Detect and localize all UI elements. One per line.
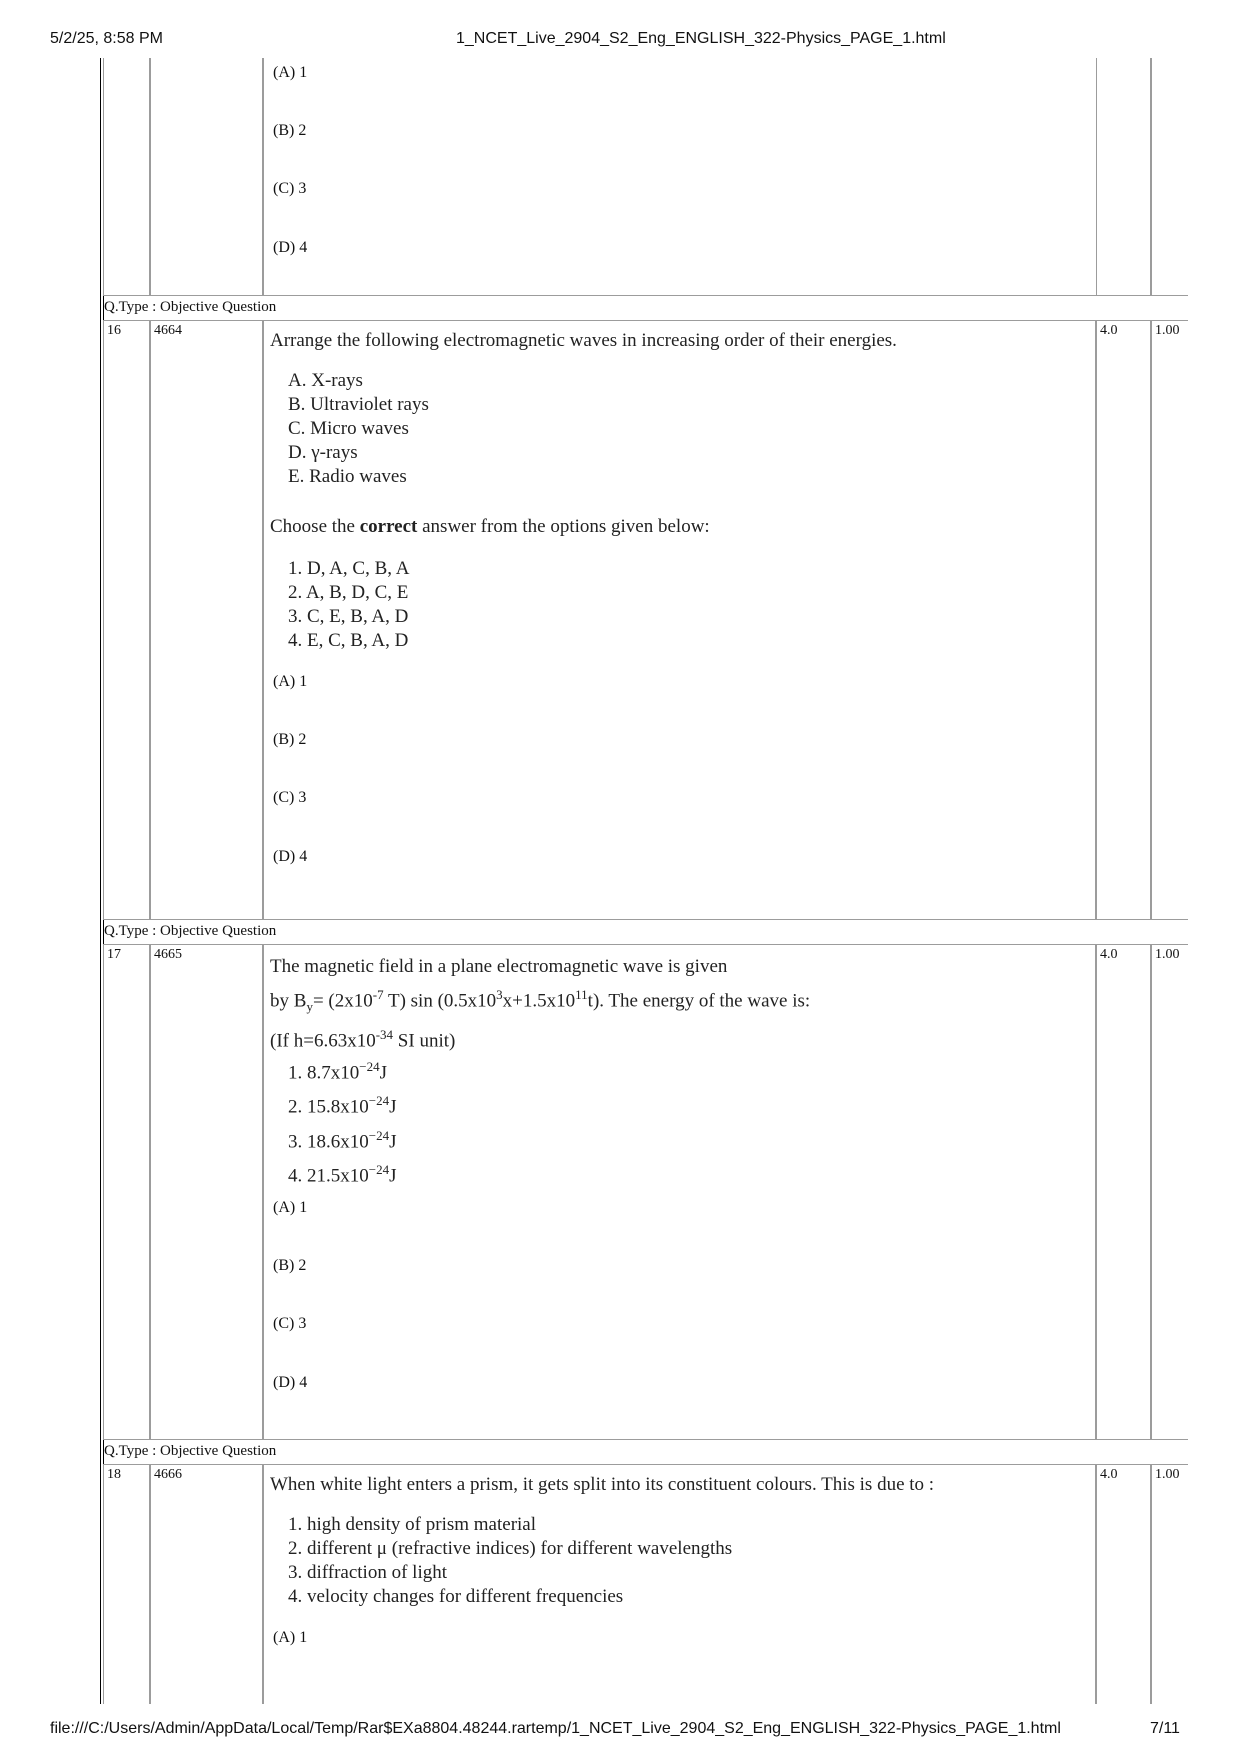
answer-part: 2. 15.8x10 xyxy=(288,1096,369,1118)
stem-part: t). The energy of the wave is: xyxy=(587,990,811,1012)
marks-value: 4.0 xyxy=(1100,323,1118,338)
answer-part: 1. 8.7x10 xyxy=(288,1062,360,1084)
list-item: A. X-rays xyxy=(288,370,363,391)
list-item: C. Micro waves xyxy=(288,418,409,439)
list-item: 4. E, C, B, A, D xyxy=(288,630,409,651)
option-b: (B) 2 xyxy=(273,122,307,139)
marks-value: 4.0 xyxy=(1100,947,1118,962)
cell-negative xyxy=(1151,944,1188,1440)
list-item: 1. high density of prism material xyxy=(288,1514,537,1535)
question-row-16 xyxy=(100,320,1188,920)
option-a: (A) 1 xyxy=(273,1199,308,1216)
question-row-17 xyxy=(100,944,1188,1440)
option-d: (D) 4 xyxy=(273,1374,308,1391)
negative-marks-value: 1.00 xyxy=(1155,323,1180,338)
cell-number xyxy=(103,944,150,1440)
answer-part: 4. 21.5x10 xyxy=(288,1165,369,1187)
cell-id xyxy=(150,944,263,1440)
cell-id xyxy=(150,58,263,296)
item-list xyxy=(288,369,429,489)
answer-list xyxy=(288,1513,732,1609)
list-item: E. Radio waves xyxy=(288,466,407,487)
answer-list xyxy=(288,1053,397,1190)
question-number: 18 xyxy=(107,1467,121,1482)
list-item xyxy=(288,1053,397,1087)
cell-number xyxy=(103,58,150,296)
cell-question xyxy=(263,944,1096,1440)
cell-question xyxy=(263,58,1188,296)
cell-id xyxy=(150,1464,263,1704)
list-item: B. Ultraviolet rays xyxy=(288,394,429,415)
list-item: D. γ-rays xyxy=(288,442,358,463)
list-item: 1. D, A, C, B, A xyxy=(288,558,410,579)
cell-id xyxy=(150,320,263,920)
stem-part: = (2x10 xyxy=(312,990,373,1012)
cell-marks xyxy=(1096,320,1151,920)
option-b: (B) 2 xyxy=(273,1257,307,1274)
question-number: 17 xyxy=(107,947,121,962)
print-file-path: file:///C:/Users/Admin/AppData/Local/Temp/Rar$EXa8804.48244.rartemp/1_NCET_Live_2904_S2_Eng_ENGLISH_322-Physics_PAGE_1.html xyxy=(50,1720,1061,1737)
marks-value: 4.0 xyxy=(1100,1467,1118,1482)
stem-line: The magnetic field in a plane electromagnetic wave is given xyxy=(270,956,728,977)
cell-question xyxy=(263,1464,1096,1704)
question-row-15-continued xyxy=(100,58,1188,296)
stem-line xyxy=(270,981,810,1021)
print-page-title: 1_NCET_Live_2904_S2_Eng_ENGLISH_322-Physics_PAGE_1.html xyxy=(456,30,946,47)
question-row-18 xyxy=(100,1464,1188,1704)
question-id: 4666 xyxy=(154,1467,182,1482)
question-type-label: Q.Type : Objective Question xyxy=(104,923,277,939)
answer-part: 3. 18.6x10 xyxy=(288,1130,369,1152)
answer-superscript: −24 xyxy=(368,1161,390,1177)
question-id: 4664 xyxy=(154,323,182,338)
list-item: 4. velocity changes for different frequencies xyxy=(288,1586,624,1607)
answer-superscript: −24 xyxy=(368,1127,390,1143)
option-c: (C) 3 xyxy=(273,180,307,197)
stem-part: x+1.5x10 xyxy=(502,990,576,1012)
instruction-text xyxy=(270,515,710,538)
stem-superscript: 11 xyxy=(575,987,588,1002)
stem-subscript: y xyxy=(306,999,313,1015)
cell-question xyxy=(263,320,1096,920)
stem-superscript: -34 xyxy=(375,1027,394,1043)
stem-line xyxy=(270,1021,810,1055)
stem-superscript: 3 xyxy=(496,987,503,1002)
question-type-label: Q.Type : Objective Question xyxy=(104,1443,277,1459)
question-stem: When white light enters a prism, it gets split into its constituent colours. This is due to : xyxy=(270,1474,935,1495)
question-stem xyxy=(270,953,810,1055)
option-b: (B) 2 xyxy=(273,731,307,748)
stem-part: by B xyxy=(270,990,307,1012)
stem-superscript: -7 xyxy=(372,987,384,1002)
option-d: (D) 4 xyxy=(273,848,308,865)
instruction-part: answer from the options given below: xyxy=(417,516,710,537)
answer-part: J xyxy=(389,1130,397,1152)
cell-negative xyxy=(1151,320,1188,920)
negative-marks-value: 1.00 xyxy=(1155,947,1180,962)
cell-number xyxy=(103,320,150,920)
stem-part: T) sin (0.5x10 xyxy=(383,990,497,1012)
negative-marks-value: 1.00 xyxy=(1155,1467,1180,1482)
stem-part: SI unit) xyxy=(393,1030,456,1052)
cell-negative xyxy=(1151,58,1188,296)
question-number: 16 xyxy=(107,323,121,338)
stem-part: (If h=6.63x10 xyxy=(270,1030,376,1052)
instruction-part: Choose the xyxy=(270,516,360,537)
option-c: (C) 3 xyxy=(273,789,307,806)
list-item: 3. C, E, B, A, D xyxy=(288,606,409,627)
option-a: (A) 1 xyxy=(273,673,308,690)
print-datetime: 5/2/25, 8:58 PM xyxy=(50,30,163,47)
list-item: 3. diffraction of light xyxy=(288,1562,448,1583)
answer-list xyxy=(288,557,409,653)
answer-superscript: −24 xyxy=(359,1059,380,1074)
question-table xyxy=(100,58,1188,1704)
question-id: 4665 xyxy=(154,947,182,962)
list-item xyxy=(288,1087,397,1121)
list-item: 2. different μ (refractive indices) for different wavelengths xyxy=(288,1538,733,1559)
option-c: (C) 3 xyxy=(273,1315,307,1332)
cell-number xyxy=(103,1464,150,1704)
cell-marks xyxy=(1096,58,1151,296)
print-page-number: 7/11 xyxy=(1150,1720,1180,1737)
cell-marks xyxy=(1096,944,1151,1440)
question-stem: Arrange the following electromagnetic waves in increasing order of their energies. xyxy=(270,330,897,351)
cell-marks xyxy=(1096,1464,1151,1704)
option-a: (A) 1 xyxy=(273,64,308,81)
question-type-label: Q.Type : Objective Question xyxy=(104,299,277,315)
answer-part: J xyxy=(389,1165,397,1187)
answer-part: J xyxy=(379,1062,387,1084)
instruction-emphasis: correct xyxy=(359,516,418,537)
list-item xyxy=(288,1122,397,1156)
option-a: (A) 1 xyxy=(273,1629,308,1646)
cell-negative xyxy=(1151,1464,1188,1704)
option-d: (D) 4 xyxy=(273,239,308,256)
list-item xyxy=(288,1156,397,1190)
answer-part: J xyxy=(389,1096,397,1118)
answer-superscript: −24 xyxy=(368,1093,390,1109)
list-item: 2. A, B, D, C, E xyxy=(288,582,409,603)
